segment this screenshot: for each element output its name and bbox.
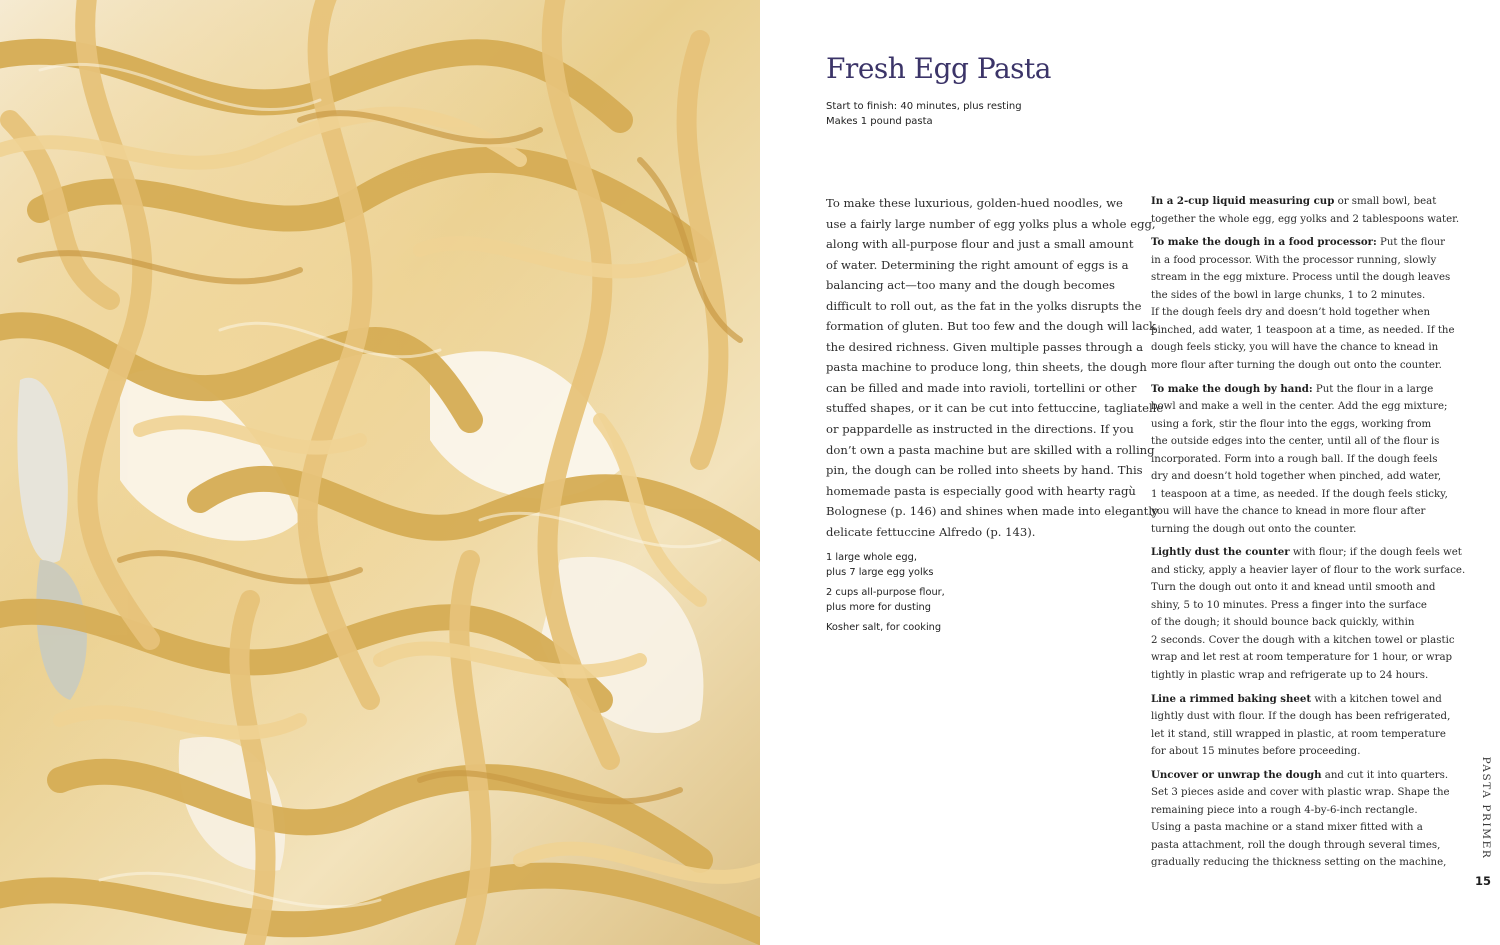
direction-line (1151, 597, 1461, 615)
step-text: with a kitchen towel and (1311, 693, 1442, 705)
direction-line (1151, 193, 1461, 211)
direction-line (1151, 357, 1461, 375)
direction-step (1151, 544, 1466, 684)
step-lead: To make the dough in a food processor: (1151, 236, 1377, 249)
intro-line: balancing act—too many and the dough becomes (826, 278, 1115, 293)
step-text: wrap and let rest at room temperature for 1 hour, or wrap (1151, 652, 1453, 664)
direction-line (1151, 339, 1461, 357)
ingredient-line: Kosher salt, for cooking (826, 622, 942, 633)
ingredient-line: 2 cups all-purpose flour, (826, 587, 945, 598)
step-text: turning the dough out onto the counter. (1151, 523, 1357, 535)
direction-line (1151, 521, 1461, 539)
recipe-yield: Makes 1 pound pasta (826, 116, 933, 127)
intro-line: of water. Determining the right amount of eggs is a (826, 257, 1129, 272)
recipe-intro (826, 193, 1164, 542)
step-text: and sticky, apply a heavier layer of flour to the work surface. (1151, 564, 1466, 576)
step-text: dry and doesn’t hold together when pinched, add water, (1151, 471, 1442, 483)
direction-line (1151, 854, 1461, 872)
step-lead: Lightly dust the counter (1151, 546, 1290, 559)
step-text: for about 15 minutes before proceeding. (1151, 746, 1361, 758)
direction-line (1151, 579, 1461, 597)
recipe-meta (826, 99, 1022, 129)
ingredient-line: plus more for dusting (826, 601, 931, 613)
direction-line (1151, 381, 1461, 399)
direction-line (1151, 767, 1461, 785)
step-text: Put the flour in a large (1312, 383, 1434, 395)
direction-line (1151, 632, 1461, 650)
direction-step (1151, 234, 1461, 374)
direction-step (1151, 767, 1461, 872)
step-text: stream in the egg mixture. Process until the dough leaves (1151, 272, 1451, 284)
step-text: Turn the dough out onto it and knead until smooth and (1151, 582, 1436, 594)
direction-line (1151, 614, 1461, 632)
step-lead: Uncover or unwrap the dough (1151, 768, 1322, 781)
step-text: you will have the chance to knead in more flour after (1151, 506, 1426, 518)
step-text: pasta attachment, roll the dough through several times, (1151, 839, 1441, 851)
step-text: Using a pasta machine or a stand mixer fitted with a (1151, 822, 1423, 834)
step-lead: To make the dough by hand: (1151, 382, 1313, 395)
direction-step (1151, 381, 1461, 539)
step-text: tightly in plastic wrap and refrigerate up to 24 hours. (1151, 669, 1429, 681)
intro-line: or pappardelle as instructed in the directions. If you (826, 422, 1134, 437)
step-text: the sides of the bowl in large chunks, 1 to 2 minutes. (1151, 289, 1426, 301)
intro-line: the desired richness. Given multiple passes through a (826, 339, 1144, 354)
step-text: the outside edges into the center, until all of the flour is (1151, 436, 1440, 448)
step-text: shiny, 5 to 10 minutes. Press a finger into the surface (1151, 599, 1427, 611)
step-text: using a fork, stir the flour into the eggs, working from (1151, 418, 1432, 430)
direction-line (1151, 234, 1461, 252)
intro-line: To make these luxurious, golden-hued noodles, we (826, 196, 1123, 210)
ingredient-item (826, 551, 945, 580)
ingredient-line: 1 large whole egg, (826, 552, 917, 563)
direction-line (1151, 486, 1461, 504)
step-text: incorporated. Form into a rough ball. If the dough feels (1151, 453, 1438, 465)
step-text: gradually reducing the thickness setting on the machine, (1151, 857, 1447, 869)
recipe-title: Fresh Egg Pasta (826, 52, 1051, 85)
direction-line (1151, 468, 1461, 486)
direction-line (1151, 819, 1461, 837)
ingredient-item (826, 621, 945, 636)
step-text: pinched, add water, 1 teaspoon at a time, as needed. If the (1151, 324, 1455, 336)
direction-line (1151, 433, 1461, 451)
intro-line: don’t own a pasta machine but are skilled with a rolling (826, 442, 1155, 457)
step-text: dough feels sticky, you will have the chance to knead in (1151, 342, 1439, 354)
intro-line: difficult to roll out, as the fat in the yolks disrupts the (826, 298, 1142, 313)
intro-line: delicate fettuccine Alfredo (p. 143). (826, 524, 1036, 539)
direction-line (1151, 322, 1461, 340)
intro-line: use a fairly large number of egg yolks plus a whole egg, (826, 216, 1156, 231)
section-label-text: PASTA PRIMER (1480, 756, 1492, 860)
intro-line: formation of gluten. But too few and the dough will lack (826, 319, 1156, 334)
recipe-directions (1151, 193, 1466, 878)
step-text: Put the flour (1376, 237, 1446, 249)
direction-line (1151, 544, 1461, 562)
intro-line: can be filled and made into ravioli, tortellini or other (826, 380, 1137, 395)
step-text: more flour after turning the dough out onto the counter. (1151, 359, 1442, 371)
step-text: of the dough; it should bounce back quickly, within (1151, 617, 1415, 629)
direction-line (1151, 252, 1461, 270)
intro-line: stuffed shapes, or it can be cut into fettuccine, tagliatelle (826, 401, 1164, 416)
step-text: Set 3 pieces aside and cover with plastic wrap. Shape the (1151, 787, 1450, 799)
step-lead: Line a rimmed baking sheet (1151, 692, 1312, 705)
step-text: with flour; if the dough feels wet (1289, 547, 1462, 559)
direction-line (1151, 708, 1461, 726)
step-text: or small bowl, beat (1334, 196, 1437, 207)
intro-line: homemade pasta is especially good with hearty ragù (826, 483, 1136, 498)
page-number: 15 (1475, 874, 1492, 888)
ingredient-item (826, 586, 945, 615)
direction-line (1151, 211, 1461, 229)
direction-line (1151, 304, 1461, 322)
direction-line (1151, 503, 1461, 521)
direction-line (1151, 416, 1461, 434)
direction-line (1151, 784, 1461, 802)
direction-line (1151, 726, 1461, 744)
intro-line: pasta machine to produce long, thin sheets, the dough (826, 360, 1147, 375)
step-text: bowl and make a well in the center. Add the egg mixture; (1151, 401, 1448, 413)
step-text: let it stand, still wrapped in plastic, at room temperature (1151, 728, 1446, 740)
direction-line (1151, 691, 1461, 709)
step-text: lightly dust with flour. If the dough has been refrigerated, (1151, 711, 1451, 723)
direction-line (1151, 743, 1461, 761)
direction-line (1151, 287, 1461, 305)
direction-line (1151, 649, 1461, 667)
direction-line (1151, 837, 1461, 855)
direction-line (1151, 269, 1461, 287)
step-text: remaining piece into a rough 4-by-6-inch rectangle. (1151, 804, 1418, 816)
direction-line (1151, 667, 1461, 685)
step-text: in a food processor. With the processor running, slowly (1151, 254, 1437, 266)
step-text: 2 seconds. Cover the dough with a kitchen towel or plastic (1151, 634, 1455, 646)
direction-line (1151, 451, 1461, 469)
intro-line: pin, the dough can be rolled into sheets by hand. This (826, 463, 1143, 478)
step-lead: In a 2-cup liquid measuring cup (1151, 195, 1335, 207)
ingredient-line: plus 7 large egg yolks (826, 566, 934, 578)
start-to-finish: Start to finish: 40 minutes, plus resting (826, 101, 1022, 112)
direction-line (1151, 802, 1461, 820)
step-text: and cut it into quarters. (1321, 769, 1449, 781)
ingredient-list (826, 551, 945, 642)
direction-step (1151, 691, 1461, 761)
step-text: 1 teaspoon at a time, as needed. If the dough feels sticky, (1151, 488, 1448, 500)
section-label (1476, 756, 1496, 860)
step-text: together the whole egg, egg yolks and 2 tablespoons water. (1151, 213, 1460, 225)
direction-line (1151, 562, 1466, 580)
step-text: If the dough feels dry and doesn’t hold together when (1151, 307, 1431, 319)
direction-line (1151, 398, 1461, 416)
intro-line: along with all-purpose flour and just a small amount (826, 237, 1134, 252)
direction-step (1151, 193, 1461, 228)
intro-line: Bolognese (p. 146) and shines when made into elegantly (826, 504, 1159, 519)
